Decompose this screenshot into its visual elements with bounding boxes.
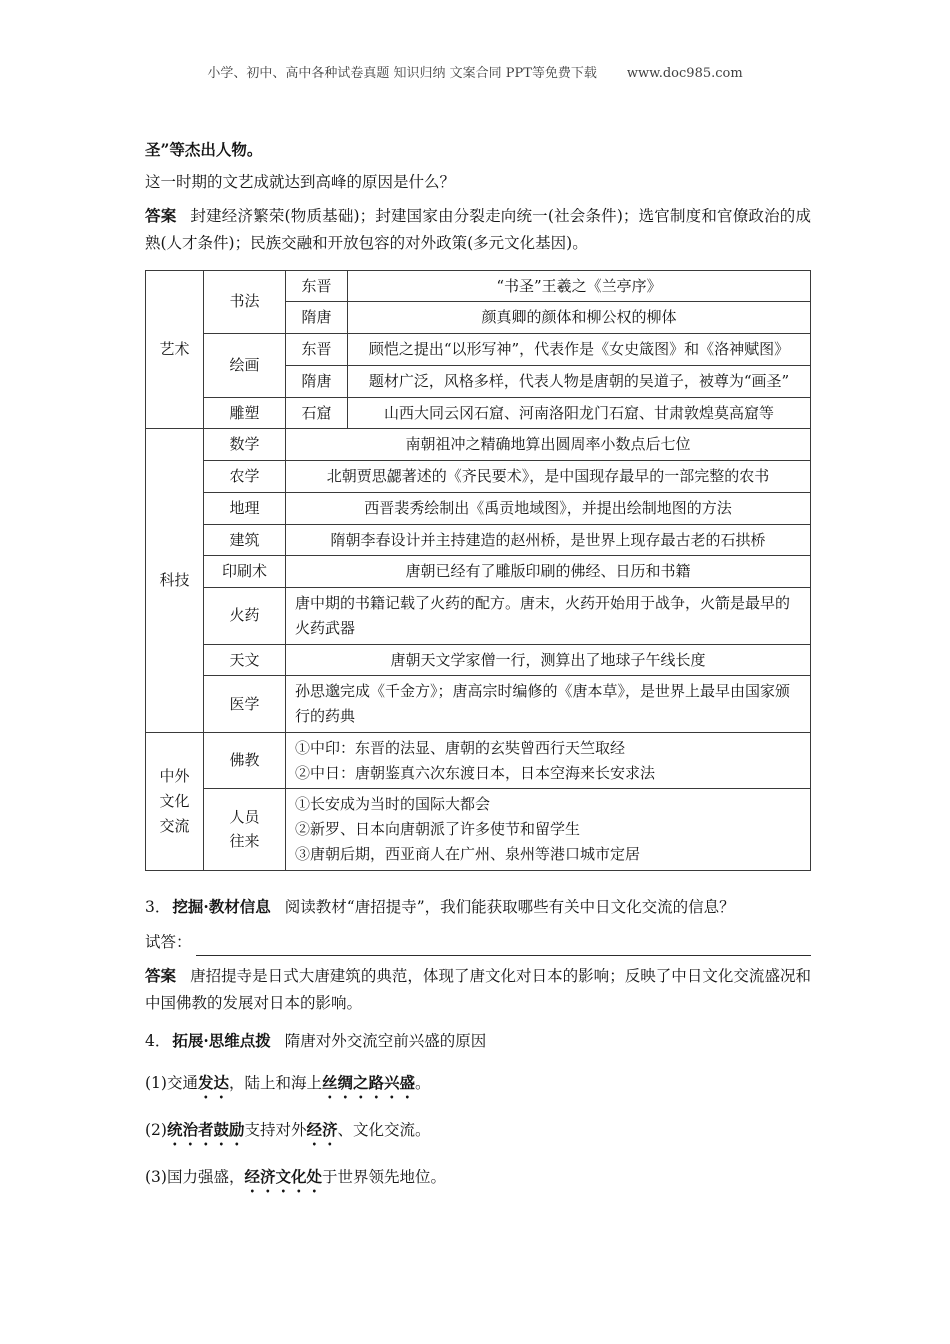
cell-content-agronomy: 北朝贾思勰著述的《齐民要术》，是中国现存最早的一部完整的农书 xyxy=(286,461,811,493)
answer-label: 答案 xyxy=(145,965,177,985)
cell-period-dongjin: 东晋 xyxy=(286,270,348,302)
personnel-item-2: ②新罗、日本向唐朝派了许多使节和留学生 xyxy=(295,820,581,838)
text-segment: (2) xyxy=(145,1121,167,1140)
cell-sub-agronomy: 农学 xyxy=(204,461,286,493)
cell-sub-buddhism: 佛教 xyxy=(204,732,286,789)
cell-content-calligraphy-suitang: 颜真卿的颜体和柳公权的柳体 xyxy=(348,302,811,334)
try-answer-label: 试答： xyxy=(145,932,192,951)
cell-sub-sculpture: 雕塑 xyxy=(204,397,286,429)
emphasized-segment: 经济文化处 xyxy=(244,1167,322,1187)
personnel-item-1: ①长安成为当时的国际大都会 xyxy=(295,795,491,814)
site-url: www.doc985.com xyxy=(626,66,743,81)
cell-sub-calligraphy: 书法 xyxy=(204,270,286,334)
text-segment: 。 xyxy=(415,1074,431,1093)
text-segment: (1)交通 xyxy=(145,1074,198,1093)
text-segment: 支持对外 xyxy=(244,1121,307,1140)
header-promo-text: 小学、初中、高中各种试卷真题 知识归纳 文案合同 PPT等免费下载 xyxy=(207,66,597,81)
answer-blank-line xyxy=(196,938,811,956)
answer-label: 答案 xyxy=(145,206,177,226)
cell-sub-astronomy: 天文 xyxy=(204,644,286,676)
section3-answer-text: 唐招提寺是日式大唐建筑的典范，体现了唐文化对日本的影响；反映了中日文化交流盛况和中国佛教的发展对日本的影响。 xyxy=(145,966,811,1012)
cell-category-tech: 科技 xyxy=(146,429,204,733)
answer-text: 封建经济繁荣(物质基础)；封建国家由分裂走向统一(社会条件)；选官制度和官僚政治的成熟(人才条件)；民族交融和开放包容的对外政策(多元文化基因)。 xyxy=(145,207,811,253)
emphasized-segment: 发达 xyxy=(197,1073,229,1093)
section4-label: 拓展·思维点拨 xyxy=(172,1031,271,1050)
emphasized-segment: 统治者鼓励 xyxy=(166,1120,245,1140)
text-segment: 于世界领先地位。 xyxy=(321,1168,446,1187)
document-body xyxy=(145,136,811,1196)
section4-title: 隋唐对外交流空前兴盛的原因 xyxy=(284,1032,487,1050)
section4-heading xyxy=(145,1027,811,1055)
cell-content-painting-dongjin: 顾恺之提出“以形写神”，代表作是《女史箴图》和《洛神赋图》 xyxy=(348,334,811,366)
category-exchange-line3: 交流 xyxy=(159,816,190,835)
cell-period-dongjin: 东晋 xyxy=(286,334,348,366)
table-row xyxy=(146,676,811,733)
cell-sub-printing: 印刷术 xyxy=(204,556,286,588)
text-segment: ，陆上和海上 xyxy=(228,1074,322,1093)
personnel-label-line1: 人员 xyxy=(229,807,260,826)
cell-content-math: 南朝祖冲之精确地算出圆周率小数点后七位 xyxy=(286,429,811,461)
table-row xyxy=(146,556,811,588)
cell-content-personnel xyxy=(286,789,811,870)
buddhism-item-1: ①中印：东晋的法显、唐朝的玄奘曾西行天竺取经 xyxy=(295,738,626,757)
table-row xyxy=(146,461,811,493)
table-row xyxy=(146,334,811,366)
cell-content-astronomy: 唐朝天文学家僧一行，测算出了地球子午线长度 xyxy=(286,644,811,676)
cell-content-medicine: 孙思邈完成《千金方》；唐高宗时编修的《唐本草》，是世界上最早由国家颁行的药典 xyxy=(286,676,811,733)
emphasized-segment: 丝绸之路兴盛 xyxy=(322,1073,416,1093)
table-row xyxy=(146,588,811,645)
section3-number: 3． xyxy=(145,897,171,916)
cell-content-calligraphy-dongjin: “书圣”王羲之《兰亭序》 xyxy=(348,270,811,302)
section4-number: 4． xyxy=(145,1032,171,1050)
cell-content-geography: 西晋裴秀绘制出《禹贡地域图》，并提出绘制地图的方法 xyxy=(286,492,811,524)
section3-answer xyxy=(145,962,811,1017)
point-2 xyxy=(145,1116,811,1149)
personnel-item-3: ③唐朝后期，西亚商人在广州、泉州等港口城市定居 xyxy=(295,844,641,863)
cell-content-architecture: 隋朝李春设计并主持建造的赵州桥，是世界上现存最古老的石拱桥 xyxy=(286,524,811,556)
cell-content-printing: 唐朝已经有了雕版印刷的佛经、日历和书籍 xyxy=(286,556,811,588)
table-row xyxy=(146,397,811,429)
category-exchange-line2: 文化 xyxy=(159,791,190,810)
table-row xyxy=(146,732,811,789)
intro-question: 这一时期的文艺成就达到高峰的原因是什么？ xyxy=(145,173,456,192)
culture-table xyxy=(145,270,811,871)
table-row xyxy=(146,492,811,524)
cell-sub-geography: 地理 xyxy=(204,492,286,524)
cell-content-painting-suitang: 题材广泛，风格多样，代表人物是唐朝的吴道子，被尊为“画圣” xyxy=(348,365,811,397)
text-segment: 、文化交流。 xyxy=(337,1121,431,1140)
cell-period-suitang: 隋唐 xyxy=(286,365,348,397)
cell-sub-painting: 绘画 xyxy=(204,334,286,398)
buddhism-item-2: ②中日：唐朝鉴真六次东渡日本，日本空海来长安求法 xyxy=(295,763,656,782)
section3-question-text: 阅读教材“唐招提寺”，我们能获取哪些有关中日文化交流的信息？ xyxy=(284,897,735,916)
point-1 xyxy=(145,1069,811,1102)
cell-sub-gunpowder: 火药 xyxy=(204,588,286,645)
cell-category-art: 艺术 xyxy=(146,270,204,429)
cell-category-exchange xyxy=(146,732,204,870)
category-exchange-line1: 中外 xyxy=(159,767,190,785)
answer-blank-row xyxy=(145,929,811,956)
cell-content-sculpture: 山西大同云冈石窟、河南洛阳龙门石窟、甘肃敦煌莫高窟等 xyxy=(348,397,811,429)
table-row xyxy=(146,644,811,676)
cell-content-gunpowder: 唐中期的书籍记载了火药的配方。唐末，火药开始用于战争，火箭是最早的火药武器 xyxy=(286,588,811,645)
point-3 xyxy=(145,1163,811,1196)
cell-period-grotto: 石窟 xyxy=(286,397,348,429)
page-header xyxy=(0,62,950,81)
table-row xyxy=(146,429,811,461)
table-row xyxy=(146,789,811,870)
cell-sub-personnel xyxy=(204,789,286,870)
heading-tail: 圣”等杰出人物。 xyxy=(145,140,263,159)
personnel-label-line2: 往来 xyxy=(229,832,260,851)
cell-sub-math: 数学 xyxy=(204,429,286,461)
cell-content-buddhism xyxy=(286,732,811,789)
intro-answer xyxy=(145,202,811,257)
text-segment: (3)国力强盛， xyxy=(145,1168,245,1187)
cell-sub-medicine: 医学 xyxy=(204,676,286,733)
table-row xyxy=(146,524,811,556)
section3-question xyxy=(145,893,811,921)
cell-sub-architecture: 建筑 xyxy=(204,524,286,556)
emphasized-segment: 经济 xyxy=(306,1120,338,1140)
table-row xyxy=(146,270,811,302)
cell-period-suitang: 隋唐 xyxy=(286,302,348,334)
section3-label: 挖掘·教材信息 xyxy=(172,896,271,916)
